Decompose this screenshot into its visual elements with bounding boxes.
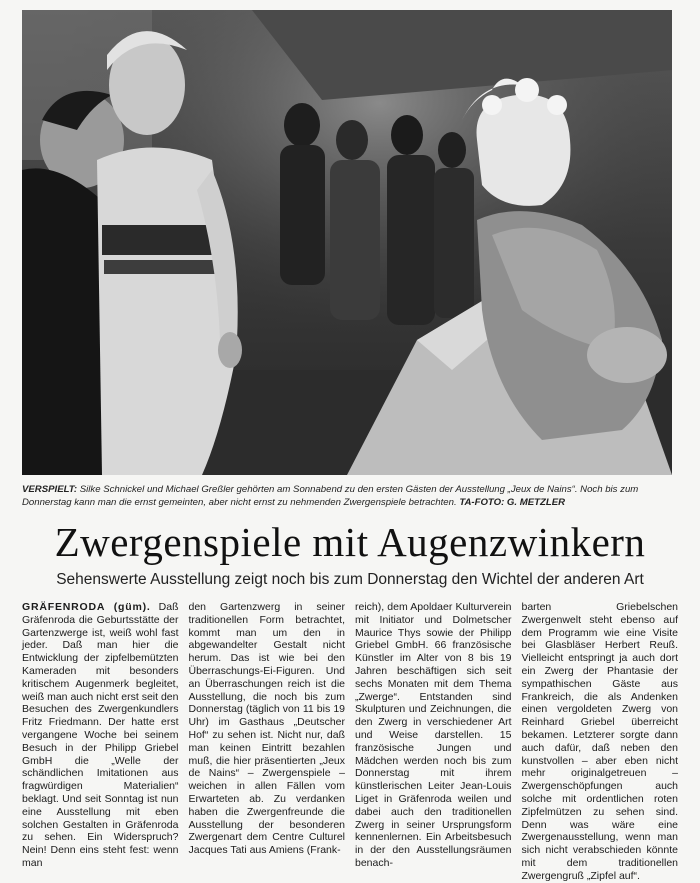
article-column-1 [22, 601, 179, 869]
article-body [22, 601, 678, 882]
photo-credit: TA-FOTO: G. METZLER [459, 496, 566, 508]
article-column-3 [355, 601, 512, 869]
article-headline: Zwergenspiele mit Augenzwinkern [54, 519, 646, 565]
article-column-4 [521, 601, 679, 882]
article-column-text: Daß Gräfenroda die Geburtsstätte der Gartenzwerge ist, weiß wohl fast jeder. Daß man hier die Entwicklung der zipfelbemützten Kameraden mit besonders kritischem Augenmerk begleitet, weiß man auch nicht erst seit den Besuchen des Zwergenkundlers Fritz Friedmann. Der hatte erst vergangene Woche bei seinem Besuch in der Philipp Griebel GmbH die „Welle der schändlichen Imitationen aus fragwürdigen Materialien“ beklagt. Und seit Sonntag ist nun eine Ausstellung mit eben solchen Gestalten in Gräfenroda zu sehen. Ein Widerspruch? Nein! Denn eins steht fest: wenn man [22, 601, 179, 869]
dateline: GRÄFENRODA (güm). [22, 601, 151, 613]
exhibition-photo [22, 10, 672, 475]
article-subheadline: Sehenswerte Ausstellung zeigt noch bis zum Donnerstag den Wichtel der anderen Art [56, 571, 644, 588]
article-column-text: barten Griebelschen Zwergenwelt steht ebenso auf dem Programm wie eine Visite bei Glasbläser Herbert Reuß. Vielleicht entspringt ja auch dort ein Zwerg der Phantasie der sympathischen Gäste aus Frankreich, die als Andenken einen vergoldeten Zwerg von Reinhard Griebel überreicht bekamen. Letzterer sorgte dann auch dafür, daß neben den kunstvollen – aber eben nicht mehr originalgetreuen – Zwergenschöpfungen auch solche mit ordentlichen roten Zipfelmützen zu sehen sind. Denn was wäre eine Zwergenausstellung, wenn man sich nicht verabschieden könnte mit dem traditionellen Zwergengruß „Zipfel auf“. [521, 601, 678, 882]
caption-lead: VERSPIELT: [22, 484, 78, 495]
photo-caption [22, 484, 678, 509]
article-column-text: den Gartenzwerg in seiner traditionellen Form betrachtet, kommt man um den in abgewandelter Gestalt nicht herum. Das ist wie bei den Überraschungs-Ei-Figuren. Und an Überraschungen reich ist die Ausstellung, die noch bis zum Donnerstag (täglich von 11 bis 19 Uhr) im Gasthaus „Deutscher Hof“ zu sehen ist. Nicht nur, daß man keinen Eintritt bezahlen muß, die hier präsentierten „Jeux de Nains“ – Zwergenspiele – weichen in allen Fällen vom Erwarteten ab. Zu verdanken haben die Zwergenfreunde die Ausstellung der besonderen Zwergenart dem Centre Culturel Jacques Tati aus Amiens (Frank- [188, 601, 345, 857]
article-column-2 [189, 601, 346, 866]
article-column-text: reich), dem Apoldaer Kulturverein mit Initiator und Dolmetscher Maurice Thys sowie der Philipp Griebel GmbH. 66 französische Künstler im Alter von 8 bis 19 Jahren beschäftigen sich seit sechs Monaten mit dem Thema „Zwerge“. Entstanden sind Skulpturen und Zeichnungen, die den Zwerg in verschiedener Art und Weise darstellen. 15 französische Jungen und Mädchen werden noch bis zum Donnerstag mit ihrem künstlerischen Leiter Jean-Louis Liget in Gräfenroda weilen und dabei auch den traditionellen Zwerg in seiner Ursprungsform kennenlernen. Ein Arbeitsbesuch in der den Ausstellungsräumen benach- [355, 601, 512, 869]
photograph-icon [22, 10, 672, 475]
caption-text: Silke Schnickel und Michael Greßler gehörten am Sonnabend zu den ersten Gästen der Ausstellung „Jeux de Nains“. Noch bis zum Donnerstag kann man die ernst gemeinten, aber nicht ernst zu nehmenden Zwergenspiele betrachten. [22, 484, 639, 508]
